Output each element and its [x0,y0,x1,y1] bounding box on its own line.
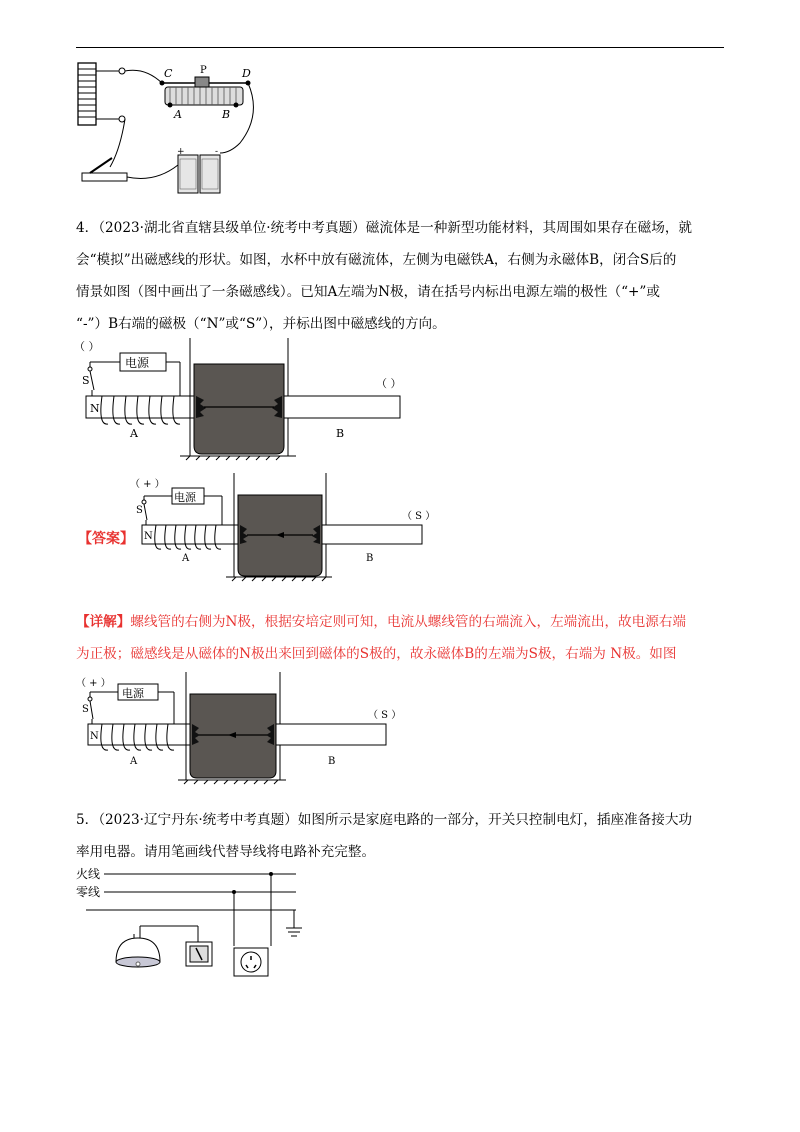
rheostat-slider [195,77,209,87]
permanent-magnet [284,396,400,418]
electromagnet-core [142,525,238,544]
label-a: A [182,553,190,564]
switch-label: S [136,505,143,516]
detail-line-1: 螺线管的右侧为N极，根据安培定则可知，电流从螺线管的右端流入，左端流出，故电源右端 [130,614,687,630]
detail-explanation [76,606,726,670]
rheostat-body [165,87,243,105]
label-c: C [164,67,173,80]
magnet-pole-answer: （ S ） [368,710,402,721]
label-b: B [222,108,231,121]
coil-core [78,63,96,125]
label-b: B [328,756,336,767]
label-b: B [336,427,345,440]
question-4-line-4: “-”）B右端的磁极（“N”或“S”），并标出图中磁感线的方向。 [76,316,446,332]
electromagnet-core [88,724,190,745]
label-d: D [242,67,251,80]
header-rule [76,47,724,48]
question-figure [70,338,430,466]
neutral-wire-label: 零线 [76,885,101,899]
switch-label: S [82,374,90,387]
question-4-line-3: 情景如图（图中画出了一条磁感线）。已知A左端为N极，请在括号内标出电源左端的极性（“+”或 [76,284,660,300]
question-4-line-1: 4．（2023·湖北省直辖县级单位·统考中考真题）磁流体是一种新型功能材料，其周围如果存在磁场，就 [76,220,693,236]
question-4 [76,212,726,340]
magnetic-fluid [194,364,284,454]
label-a: A [130,427,138,440]
label-p: P [200,65,207,76]
battery-minus: - [215,147,219,157]
permanent-magnet [276,724,386,745]
label-a: A [174,108,182,121]
battery-cell-2 [200,155,220,193]
rheostat-circuit-figure [70,55,270,200]
power-polarity-answer: （ + ） [130,479,165,490]
detail-label: 【详解】 [76,614,131,630]
question-5-line-2: 率用电器。请用笔画线代替导线将电路补充完整。 [76,844,376,860]
north-pole-label: N [144,531,153,542]
battery-cell-1 [178,155,198,193]
north-pole-label: N [90,402,100,415]
electromagnet-core [86,396,196,418]
question-5 [76,804,726,868]
battery-plus: + [177,147,185,157]
power-source-label: 电源 [174,491,196,504]
magnet-pole-answer: （ S ） [402,511,436,522]
power-source-label: 电源 [125,356,150,370]
magnet-pole-blank: （ ） [376,377,402,390]
label-a: A [130,756,138,767]
answer-figure [126,473,436,591]
power-polarity-answer: （ + ） [76,678,111,689]
ground-symbol [286,928,302,936]
detail-figure [72,672,412,790]
knife-switch [82,173,127,181]
switch-label: S [82,704,89,715]
permanent-magnet [322,525,422,544]
answer-label: 【答案】 [78,531,134,547]
question-5-line-1: 5．（2023·辽宁丹东·统考中考真题）如图所示是家庭电路的一部分，开关只控制电灯，插座准备接大功 [76,812,693,828]
live-wire-label: 火线 [76,867,101,881]
label-b: B [366,553,374,564]
power-source-label: 电源 [122,687,144,700]
question-4-line-2: 会“模拟”出磁感线的形状。如图，水杯中放有磁流体，左侧为电磁铁A，右侧为永磁体B，闭合S后的 [76,252,677,268]
household-circuit-figure [76,864,316,984]
north-pole-label: N [90,731,99,742]
power-polarity-blank: （ ） [74,340,100,353]
detail-line-2: 为正极；磁感线是从磁体的N极出来回到磁体的S极的，故永磁体B的左端为S极，右端为 N极。如图 [76,646,677,662]
